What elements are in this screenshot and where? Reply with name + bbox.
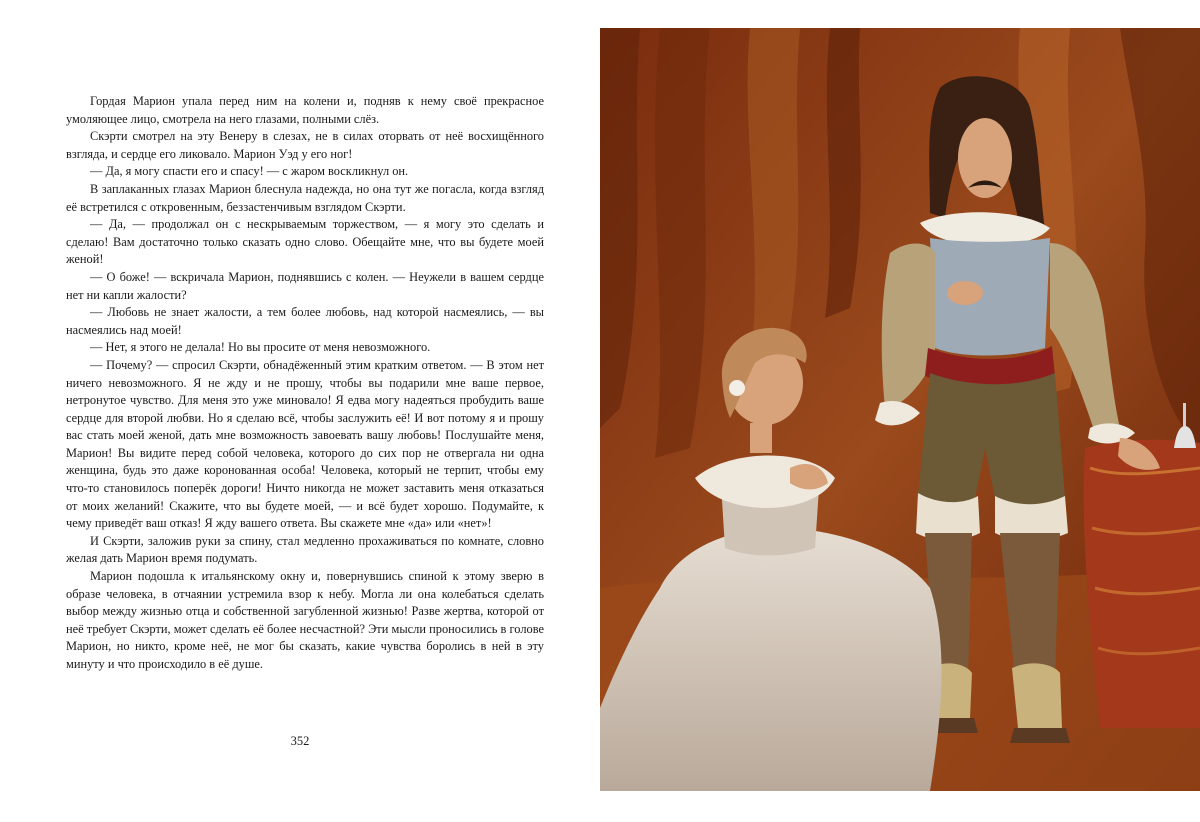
page-number: 352 xyxy=(290,734,310,748)
text-block xyxy=(66,93,544,674)
paragraph: — Да, я могу спасти его и спасу! — с жаром воскликнул он. xyxy=(90,164,409,179)
paragraph: — Любовь не знает жалости, а тем более любовь, над которой насмеялись, — вы насмеялись над моей! xyxy=(66,305,544,337)
paragraph: — О боже! — вскричала Марион, поднявшись с колен. — Неужели в вашем сердце нет ни капли жалости? xyxy=(66,269,544,302)
paragraph: Скэрти смотрел на эту Венеру в слезах, не в силах оторвать от неё восхищённого взгляда, и сердце его ликовало. Марион Уэд у его ног! xyxy=(66,129,544,161)
paragraph: Марион подошла к итальянскому окну и, повернувшись спиной к этому зверю в образе человека, в отчаянии устремила взор к небу. Могла ли она колебаться сделать выбор между жизнью отца и собственной загубленной жизнью! Разве жертва, которой от неё требует Скэрти, может сделать её более несчастной? Эти мысли проносились в голове Марион, но никто, кроме неё, не мог бы сказать, какие чувства боролись в ней в эту минуту и что происходило в её душе. xyxy=(66,569,544,671)
paragraph: — Нет, я этого не делала! Но вы просите от меня невозможного. xyxy=(90,340,431,355)
paragraph: В заплаканных глазах Марион блеснула надежда, но она тут же погасла, когда взгляд её встретился с откровенным, беззастенчивым взглядом Скэрти. xyxy=(66,181,544,214)
paragraph: Гордая Марион упала перед ним на колени и, подняв к нему своё прекрасное умоляющее лицо, смотрела на него глазами, полными слёз. xyxy=(66,94,544,126)
illustration xyxy=(600,28,1200,791)
paragraph: — Почему? — спросил Скэрти, обнадёженный этим кратким ответом. — В этом нет ничего невозможного. Я не жду и не прошу, чтобы вы подарили мне ваше первое, нетронутое чувство. Для меня это уже миновало! Я едва могу надеяться пробудить ваше сердце для второй любви. Но я сделаю всё, чтобы заслужить её! И вот потому я и прошу вас стать моей женой, дать мне возможность завоевать вашу любовь! Послушайте меня, Марион! Вы видите перед собой человека, которого до сих пор не отвергала ни одна женщина, будь это даже коронованная особа! Человека, который не терпит, чтобы ему что-то становилось поперёк дороги! Ничто никогда не может заставить меня отказаться от моих желаний! Скажите, что вы будете моей, — и всё будет хорошо. Подумайте, к чему приведёт ваш отказ! Я жду вашего ответа. Вы скажете мне «да» или «нет»! xyxy=(66,357,544,531)
paragraph: — Да, — продолжал он с нескрываемым торжеством, — я могу это сделать и сделаю! Вам достаточно только сказать одно слово. Обещайте мне, что вы будете моей женой! xyxy=(66,217,544,267)
table xyxy=(1084,440,1200,728)
illustration-painting xyxy=(600,28,1200,791)
paragraph: И Скэрти, заложив руки за спину, стал медленно прохаживаться по комнате, словно желая дать Марион время подумать. xyxy=(66,533,544,566)
